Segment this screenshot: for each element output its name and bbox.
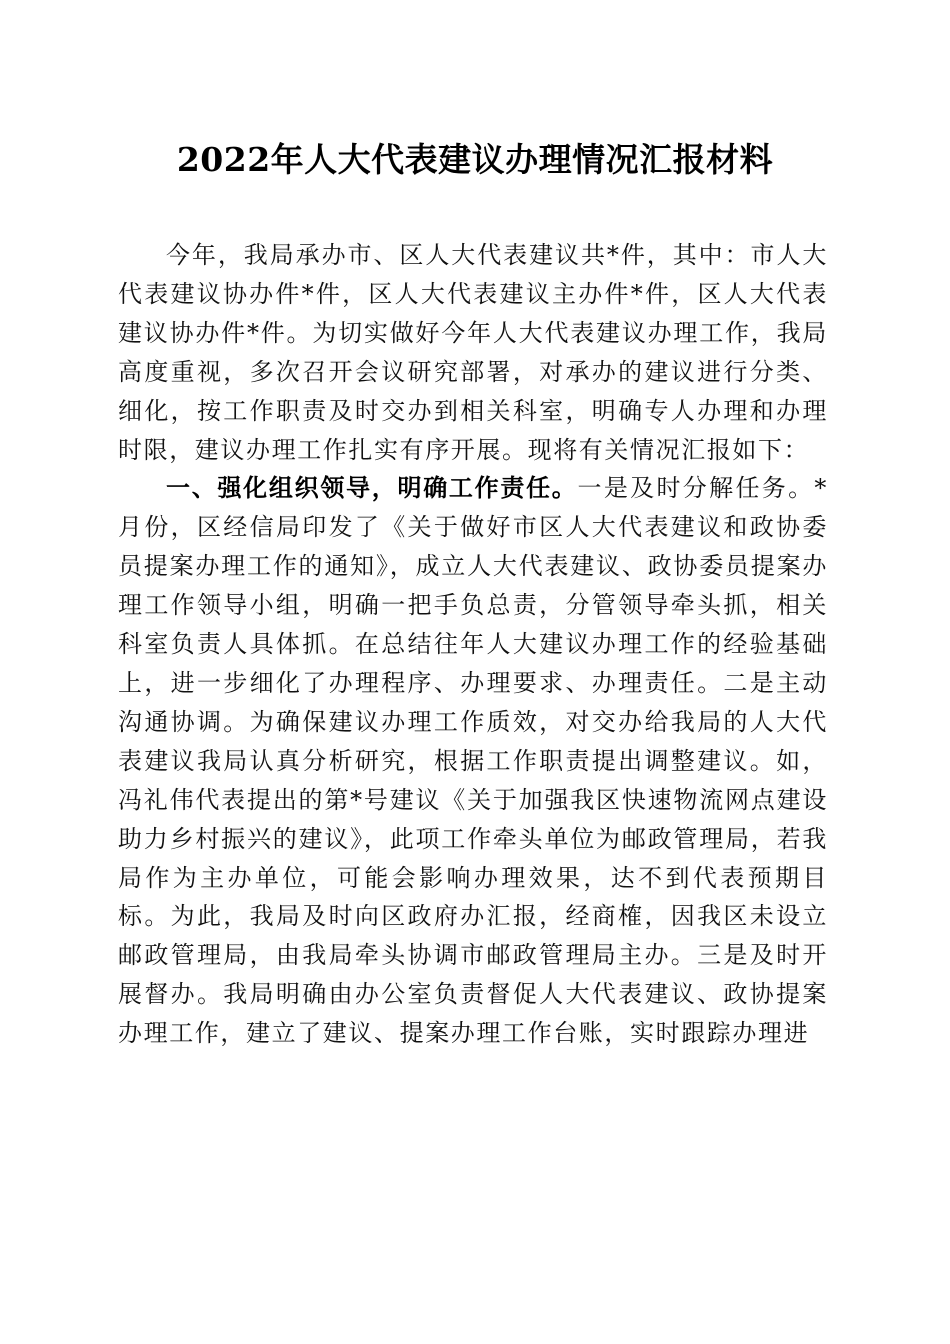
intro-paragraph — [118, 236, 828, 469]
section-one-paragraph — [118, 469, 828, 1053]
document-title: 2022年人大代表建议办理情况汇报材料 — [176, 140, 774, 179]
section-one-text: 一是及时分解任务。*月份，区经信局印发了《关于做好市区人大代表建议和政协委员提案办理工作的通知》，成立人大代表建议、政协委员提案办理工作领导小组，明确一把手负总责，分管领导牵头抓，相关科室负责人具体抓。在总结往年人大建议办理工作的经验基础上，进一步细化了办理程序、办理要求、办理责任。二是主动沟通协调。为确保建议办理工作质效，对交办给我局的人大代表建议我局认真分析研究，根据工作职责提出调整建议。如，冯礼伟代表提出的第*号建议《关于加强我区快速物流网点建设助力乡村振兴的建议》，此项工作牵头单位为邮政管理局，若我局作为主办单位，可能会影响办理效果，达不到代表预期目标。为此，我局及时向区政府办汇报，经商榷，因我区未设立邮政管理局，由我局牵头协调市邮政管理局主办。三是及时开展督办。我局明确由办公室负责督促人大代表建议、政协提案办理工作，建立了建议、提案办理工作台账，实时跟踪办理进 — [118, 474, 829, 1048]
section-one-heading: 一、强化组织领导，明确工作责任。 — [166, 474, 578, 503]
document-body — [118, 236, 828, 1053]
intro-paragraph-text: 今年，我局承办市、区人大代表建议共*件，其中：市人大代表建议协办件*件，区人大代表建议主办件*件，区人大代表建议协办件*件。为切实做好今年人大代表建议办理工作，我局高度重视，多次召开会议研究部署，对承办的建议进行分类、细化，按工作职责及时交办到相关科室，明确专人办理和办理时限，建议办理工作扎实有序开展。现将有关情况汇报如下： — [118, 241, 828, 464]
